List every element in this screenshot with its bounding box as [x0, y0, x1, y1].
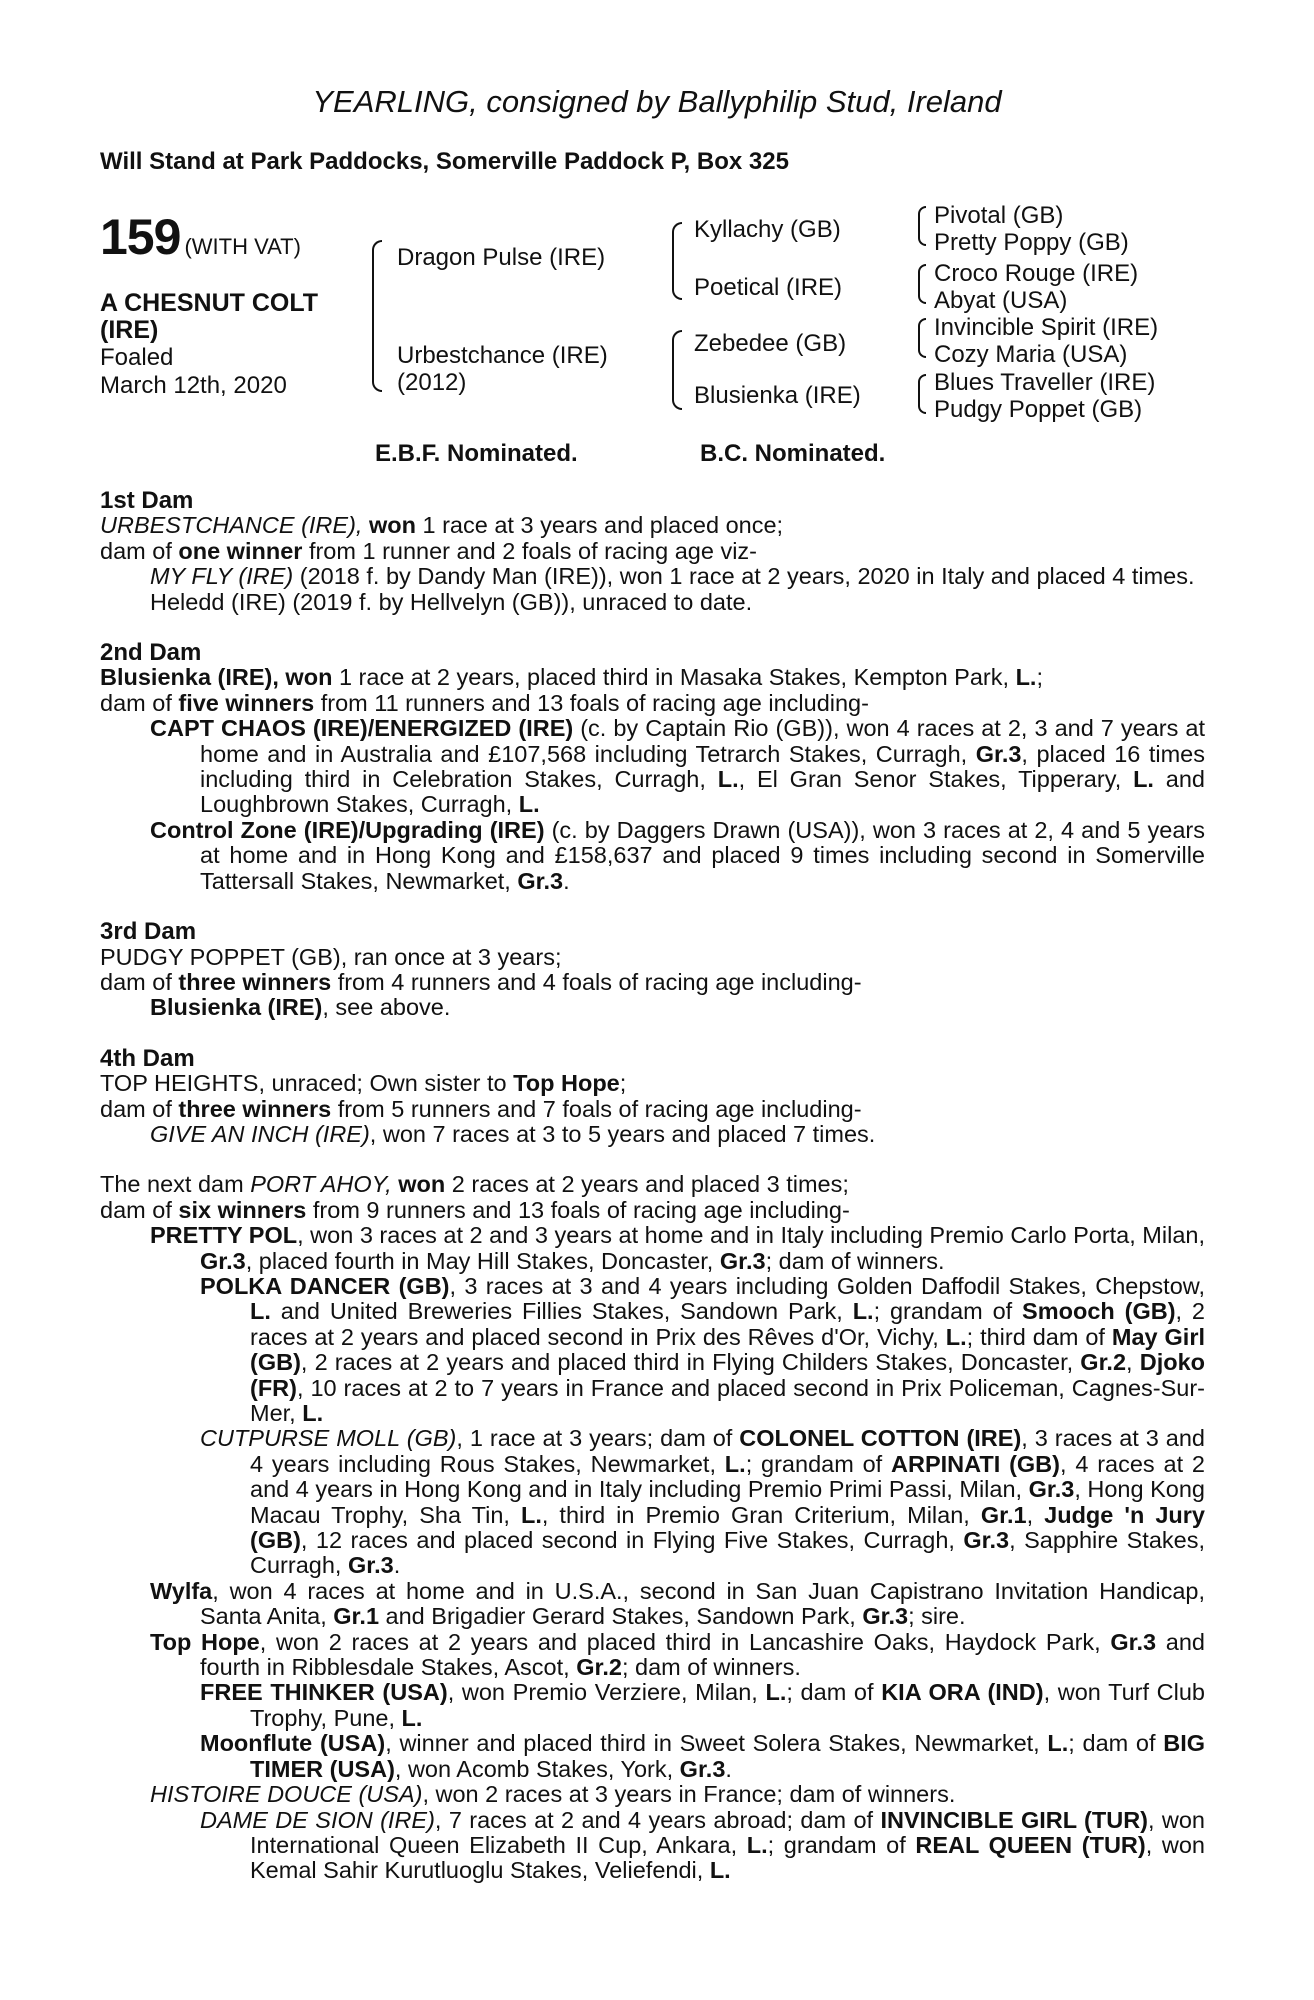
dam1-line1: URBESTCHANCE (IRE), won 1 race at 3 years and placed once;	[100, 512, 784, 539]
page-header: YEARLING, consigned by Ballyphilip Stud, Ireland	[312, 84, 1002, 119]
histoire-douce-entry: HISTOIRE DOUCE (USA), won 2 races at 3 years in France; dam of winners.	[150, 1781, 956, 1808]
pedigree-g2: Pretty Poppy (GB)	[934, 229, 1129, 256]
dame-de-sion-entry: DAME DE SION (IRE), 7 races at 2 and 4 years abroad; dam of INVINCIBLE GIRL (TUR), won International Queen Elizabeth II Cup, Ankara, L.; grandam of REAL QUEEN (TUR), won Kemal Sahir Kurutluoglu Stakes, Veliefendi, L.	[200, 1806, 1206, 1884]
pedigree-g1: Pivotal (GB)	[934, 202, 1064, 229]
pedigree-dam: Urbestchance (IRE)	[397, 342, 608, 369]
next-dam-line1: The next dam PORT AHOY, won 2 races at 2 years and placed 3 times;	[100, 1171, 849, 1198]
pedigree-sire-dam: Poetical (IRE)	[694, 274, 843, 301]
wylfa-entry: Wylfa, won 4 races at home and in U.S.A., second in San Juan Capistrano Invitation Handicap, Santa Anita, Gr.1 and Brigadier Gerard Stakes, Sandown Park, Gr.3; sire.	[150, 1577, 1205, 1630]
lot-description	[100, 290, 318, 344]
foaled-label: Foaled	[100, 344, 174, 371]
dam3-line1: PUDGY POPPET (GB), ran once at 3 years;	[100, 943, 562, 970]
pedigree-brace	[918, 206, 926, 246]
pedigree-sire: Dragon Pulse (IRE)	[397, 244, 606, 271]
pedigree-dam-sire: Zebedee (GB)	[694, 330, 847, 357]
lot-number-block	[100, 208, 301, 266]
dam2-line2: dam of five winners from 11 runners and 13 foals of racing age including-	[100, 689, 869, 716]
dam1-entry-1: MY FLY (IRE) (2018 f. by Dandy Man (IRE)), won 1 race at 2 years, 2020 in Italy and placed 4 times.	[150, 563, 1195, 590]
pedigree-brace	[372, 240, 382, 392]
dam2-entry-1: CAPT CHAOS (IRE)/ENERGIZED (IRE) (c. by Captain Rio (GB)), won 4 races at 2, 3 and 7 years at home and in Australia and £107,568 including Tetrarch Stakes, Curragh, Gr.3, placed 16 times including third in Celebration Stakes, Curragh, L., El Gran Senor Stakes, Tipperary, L. and Loughbrown Stakes, Curragh, L.	[150, 715, 1205, 818]
vat-label: (WITH VAT)	[184, 234, 301, 259]
pretty-pol-entry: PRETTY POL, won 3 races at 2 and 3 years at home and in Italy including Premio Carlo Porta, Milan, Gr.3, placed fourth in May Hill Stakes, Doncaster, Gr.3; dam of winners.	[150, 1222, 1205, 1274]
dam4-heading: 4th Dam	[100, 1044, 195, 1072]
pedigree-dam-year: (2012)	[397, 369, 467, 396]
dam4-line2: dam of three winners from 5 runners and 7 foals of racing age including-	[100, 1095, 862, 1122]
dam3-entry-1: Blusienka (IRE), see above.	[150, 994, 451, 1021]
lot-description-line1: A CHESNUT COLT	[100, 289, 319, 317]
pedigree-g7: Blues Traveller (IRE)	[934, 369, 1156, 396]
pedigree-brace	[918, 264, 926, 304]
next-dam-line2: dam of six winners from 9 runners and 13 foals of racing age including-	[100, 1196, 850, 1223]
ebf-nomination: E.B.F. Nominated.	[375, 440, 578, 467]
foaled-date: March 12th, 2020	[100, 372, 287, 399]
pedigree-g6: Cozy Maria (USA)	[934, 341, 1128, 368]
lot-number: 159	[100, 209, 181, 265]
dam4-line1: TOP HEIGHTS, unraced; Own sister to Top Hope;	[100, 1070, 627, 1097]
pedigree-sire-sire: Kyllachy (GB)	[694, 216, 841, 243]
pedigree-g3: Croco Rouge (IRE)	[934, 260, 1139, 287]
dam2-heading: 2nd Dam	[100, 639, 202, 667]
pedigree-g5: Invincible Spirit (IRE)	[934, 314, 1159, 341]
dam1-entry-2: Heledd (IRE) (2019 f. by Hellvelyn (GB)), unraced to date.	[150, 588, 753, 615]
pedigree-dam-dam: Blusienka (IRE)	[694, 382, 861, 409]
dam4-entry-1: GIVE AN INCH (IRE), won 7 races at 3 to 5 years and placed 7 times.	[150, 1120, 876, 1147]
moonflute-entry: Moonflute (USA), winner and placed third in Sweet Solera Stakes, Newmarket, L.; dam of BIG TIMER (USA), won Acomb Stakes, York, Gr.3.	[200, 1730, 1205, 1782]
pedigree-brace	[918, 318, 926, 358]
lot-description-line2: (IRE)	[100, 316, 159, 344]
dam3-line2: dam of three winners from 4 runners and 4 foals of racing age including-	[100, 968, 862, 995]
stand-location: Will Stand at Park Paddocks, Somerville Paddock P, Box 325	[100, 148, 789, 175]
pedigree-g8: Pudgy Poppet (GB)	[934, 396, 1143, 423]
pedigree-brace	[672, 330, 682, 410]
pedigree-brace	[918, 374, 926, 414]
pedigree-brace	[672, 222, 682, 300]
dam1-heading: 1st Dam	[100, 487, 194, 514]
free-thinker-entry: FREE THINKER (USA), won Premio Verziere, Milan, L.; dam of KIA ORA (IND), won Turf Club Trophy, Pune, L.	[200, 1679, 1205, 1731]
foaled-info	[100, 344, 287, 400]
polka-dancer-entry: POLKA DANCER (GB), 3 races at 3 and 4 years including Golden Daffodil Stakes, Chepstow, L. and United Breweries Fillies Stakes, Sandown Park, L.; grandam of Smooch (GB), 2 races at 2 years and placed second in Prix des Rêves d'Or, Vichy, L.; third dam of May Girl (GB), 2 races at 2 years and placed third in Flying Childers Stakes, Doncaster, Gr.2, Djoko (FR), 10 races at 2 to 7 years in France and placed second in Prix Policeman, Cagnes-Sur-Mer, L.	[200, 1272, 1205, 1426]
cutpurse-moll-entry: CUTPURSE MOLL (GB), 1 race at 3 years; dam of COLONEL COTTON (IRE), 3 races at 3 and 4 years including Rous Stakes, Newmarket, L.; grandam of ARPINATI (GB), 4 races at 2 and 4 years in Hong Kong and in Italy including Premio Primi Passi, Milan, Gr.3, Hong Kong Macau Trophy, Sha Tin, L., third in Premio Gran Criterium, Milan, Gr.1, Judge 'n Jury (GB), 12 races and placed second in Flying Five Stakes, Curragh, Gr.3, Sapphire Stakes, Curragh, Gr.3.	[200, 1425, 1205, 1579]
bc-nomination: B.C. Nominated.	[700, 440, 886, 467]
top-hope-entry: Top Hope, won 2 races at 2 years and placed third in Lancashire Oaks, Haydock Park, Gr.3 and fourth in Ribblesdale Stakes, Ascot, Gr.2; dam of winners.	[150, 1628, 1205, 1681]
pedigree-g4: Abyat (USA)	[934, 287, 1068, 314]
produce-record	[100, 488, 1205, 1884]
dam1-line2: dam of one winner from 1 runner and 2 foals of racing age viz-	[100, 537, 757, 564]
dam2-line1: Blusienka (IRE), won 1 race at 2 years, placed third in Masaka Stakes, Kempton Park, L.;	[100, 664, 1043, 691]
dam2-entry-2: Control Zone (IRE)/Upgrading (IRE) (c. by Daggers Drawn (USA)), won 3 races at 2, 4 and 5 years at home and in Hong Kong and £158,637 and placed 9 times including second in Somerville Tattersall Stakes, Newmarket, Gr.3.	[150, 816, 1205, 894]
dam3-heading: 3rd Dam	[100, 918, 197, 946]
